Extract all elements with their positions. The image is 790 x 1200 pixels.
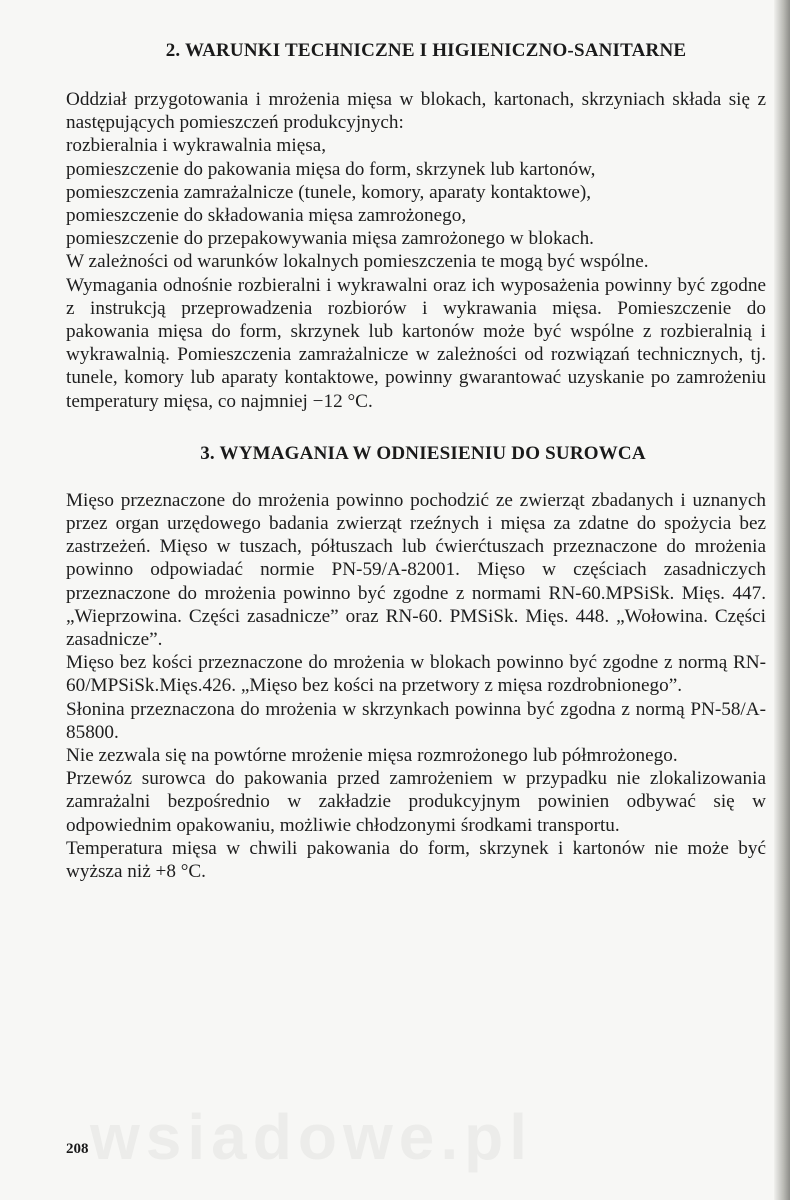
section-3-paragraph: Nie zezwala się na powtórne mrożenie mięsa rozmrożonego lub półmrożonego. — [66, 745, 678, 767]
section-2-list-item: rozbieralnia i wykrawalnia mięsa, — [66, 135, 326, 157]
section-2-list-item: pomieszczenie do pakowania mięsa do form, skrzynek lub kartonów, — [66, 158, 596, 180]
page-edge-shadow — [774, 0, 790, 1200]
section-2-paragraph: Wymagania odnośnie rozbieralni i wykrawalni oraz ich wyposażenia powinny być zgodne z instrukcją przeprowadzenia rozbiorów i wykrawania mięsa. Pomieszczenie do pakowania mięsa do form, skrzynek lub kartonów może być wspólne z rozbieralnią i wykrawalnią. Pomieszczenia zamrażalnicze w zależności od rozwiązań technicznych, tj. tunele, komory lub aparaty kontaktowe, powinny gwarantować uzyskanie po zamrożeniu temperatury mięsa, co najmniej −12 °C. — [66, 274, 766, 412]
section-3-paragraph: Przewóz surowca do pakowania przed zamrożeniem w przypadku nie zlokalizowania zamrażalni bezpośrednio w zakładzie produkcyjnym powinien odbywać się w odpowiednim opakowaniu, możliwie chłodzonymi środkami transportu. — [66, 768, 766, 836]
section-3-paragraph: Temperatura mięsa w chwili pakowania do form, skrzynek i kartonów nie może być wyższa niż +8 °C. — [66, 837, 766, 883]
section-3-paragraph: Słonina przeznaczona do mrożenia w skrzynkach powinna być zgodna z normą PN-58/A-85800. — [66, 698, 766, 743]
page-number: 208 — [66, 1141, 89, 1157]
section-2-list-item: pomieszczenia zamrażalnicze (tunele, komory, aparaty kontaktowe), — [66, 181, 592, 203]
watermark: wsiadowe.pl — [90, 1101, 533, 1173]
section-3-heading: 3. WYMAGANIA W ODNIESIENIU DO SUROWCA — [200, 442, 646, 464]
section-2-paragraph: Oddział przygotowania i mrożenia mięsa w blokach, kartonach, skrzyniach składa się z następujących pomieszczeń produkcyjnych: — [66, 89, 766, 134]
section-3-paragraph: Mięso przeznaczone do mrożenia powinno pochodzić ze zwierząt zbadanych i uznanych przez organ urzędowego badania zwierząt rzeźnych i mięsa za zdatne do spożycia bez zastrzeżeń. Mięso w tuszach, półtuszach lub ćwierćtuszach przeznaczone do mrożenia powinno odpowiadać normie PN-59/A-82001. Mięso w częściach zasadniczych przeznaczone do mrożenia powinno być zgodne z normami RN-60.MPSiSk. Mięs. 447. „Wieprzowina. Części zasadnicze” oraz RN-60. PMSiSk. Mięs. 448. „Wołowina. Części zasadnicze”. — [66, 489, 766, 651]
section-2-list-item: pomieszczenie do przepakowywania mięsa zamrożonego w blokach. — [66, 228, 594, 250]
page-content — [66, 40, 766, 883]
section-2-list-item: pomieszczenie do składowania mięsa zamrożonego, — [66, 205, 467, 227]
section-3-paragraph: Mięso bez kości przeznaczone do mrożenia w blokach powinno być zgodne z normą RN-60/MPSiSk.Mięs.426. „Mięso bez kości na przetwory z mięsa rozdrobnionego”. — [66, 652, 766, 697]
section-2-heading: 2. WARUNKI TECHNICZNE I HIGIENICZNO-SANITARNE — [165, 40, 687, 61]
section-2-paragraph: W zależności od warunków lokalnych pomieszczenia te mogą być wspólne. — [66, 251, 649, 273]
